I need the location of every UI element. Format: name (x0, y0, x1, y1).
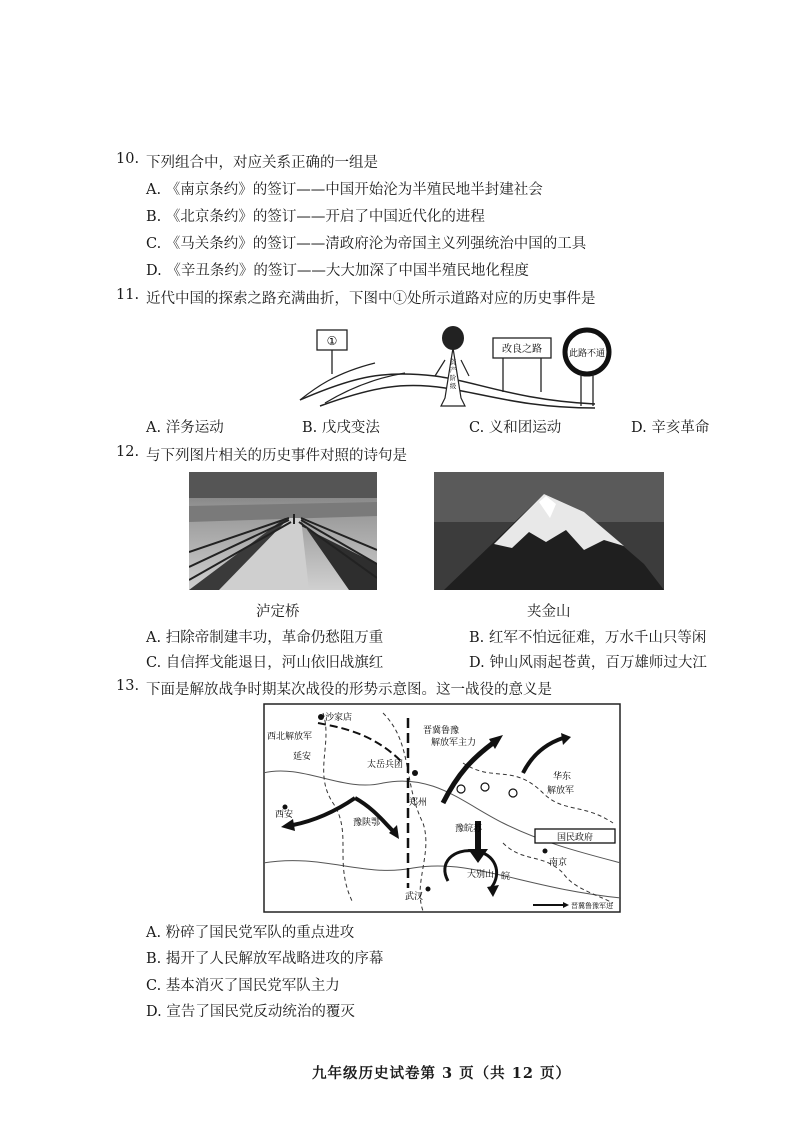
q13-option-d: D. 宣告了国民党反动统治的覆灭 (146, 1004, 355, 1020)
q12-stem: 与下列图片相关的历史事件对照的诗句是 (146, 448, 407, 464)
jiajin-mountain-photo (434, 472, 664, 590)
sign-1-label: ① (326, 334, 338, 348)
sign-2-label: 改良之路 (502, 344, 542, 355)
luding-bridge-caption: 泸定桥 (256, 604, 300, 620)
q10-option-a: A. 《南京条约》的签订——中国开始沦为半殖民地半封建社会 (146, 182, 543, 198)
map-label-yushaan-e: 豫陕鄂 (353, 818, 381, 828)
q10-option-c: C. 《马关条约》的签订——清政府沦为帝国主义列强统治中国的工具 (146, 236, 587, 252)
q11-option-b: B. 戊戌变法 (302, 420, 380, 436)
map-label-wan: 皖 (501, 872, 511, 882)
q12-option-c: C. 自信挥戈能退日，河山依旧战旗红 (146, 655, 384, 671)
map-label-dabieshan: 大别山 (467, 870, 495, 880)
q13-stem: 下面是解放战争时期某次战役的形势示意图。这一战役的意义是 (146, 682, 552, 698)
map-label-yuwan-su: 豫皖苏 (455, 824, 483, 834)
person-char-3: 阶 (449, 374, 457, 382)
q10-stem: 下列组合中，对应关系正确的一组是 (146, 155, 378, 171)
person-char-4: 级 (449, 382, 457, 390)
q13-number: 13. (116, 678, 140, 694)
q12-option-b: B. 红军不怕远征难，万水千山只等闲 (469, 630, 707, 646)
q11-option-d: D. 辛亥革命 (631, 420, 710, 436)
map-label-yanan: 延安 (293, 752, 312, 762)
q13-option-c: C. 基本消灭了国民党军队主力 (146, 978, 340, 994)
q11-option-c: C. 义和团运动 (469, 420, 562, 436)
map-label-jiefangjun: 解放军 (547, 786, 575, 796)
map-label-shajiadian: 沙家店 (325, 713, 353, 723)
map-label-zhengzhou: 郑州 (409, 798, 428, 808)
q10-option-d: D. 《辛丑条约》的签订——大大加深了中国半殖民地化程度 (146, 263, 529, 279)
page-footer: 九年级历史试卷第 3 页（共 12 页） (312, 1065, 571, 1082)
q11-road-cartoon (295, 318, 615, 410)
map-label-xibei: 西北解放军 (267, 732, 313, 742)
q12-number: 12. (116, 444, 140, 460)
map-label-huadong: 华东 (553, 772, 572, 782)
map-label-guomin-zhengfu: 国民政府 (556, 833, 594, 843)
person-char-2: 产 (449, 366, 457, 374)
campaign-map (263, 703, 621, 913)
q10-number: 10. (116, 151, 140, 167)
q11-stem: 近代中国的探索之路充满曲折，下图中①处所示道路对应的历史事件是 (146, 291, 596, 307)
jiajin-mountain-caption: 夹金山 (527, 604, 571, 620)
q11-number: 11. (116, 287, 140, 303)
map-label-taiyue: 太岳兵团 (367, 760, 404, 770)
q10-option-b: B. 《北京条约》的签订——开启了中国近代化的进程 (146, 209, 485, 225)
q11-option-a: A. 洋务运动 (146, 420, 224, 436)
luding-bridge-photo (189, 472, 377, 590)
map-label-nanjing: 南京 (549, 858, 568, 868)
map-label-wuhan: 武汉 (405, 892, 424, 902)
sign-3-label: 此路不通 (568, 349, 606, 359)
q13-option-a: A. 粉碎了国民党军队的重点进攻 (146, 925, 355, 941)
map-label-jiefangjun-zhuli: 解放军主力 (431, 738, 477, 748)
q13-option-b: B. 揭开了人民解放军战略进攻的序幕 (146, 951, 384, 967)
map-label-xian: 西安 (275, 810, 294, 820)
q12-option-a: A. 扫除帝制建丰功，革命仍愁阻万重 (146, 630, 384, 646)
map-legend: 晋冀鲁豫军进 (571, 902, 613, 910)
q12-option-d: D. 钟山风雨起苍黄，百万雄师过大江 (469, 655, 707, 671)
map-label-jinjiluyu: 晋冀鲁豫 (423, 726, 460, 736)
person-char-1: 资 (449, 358, 457, 366)
